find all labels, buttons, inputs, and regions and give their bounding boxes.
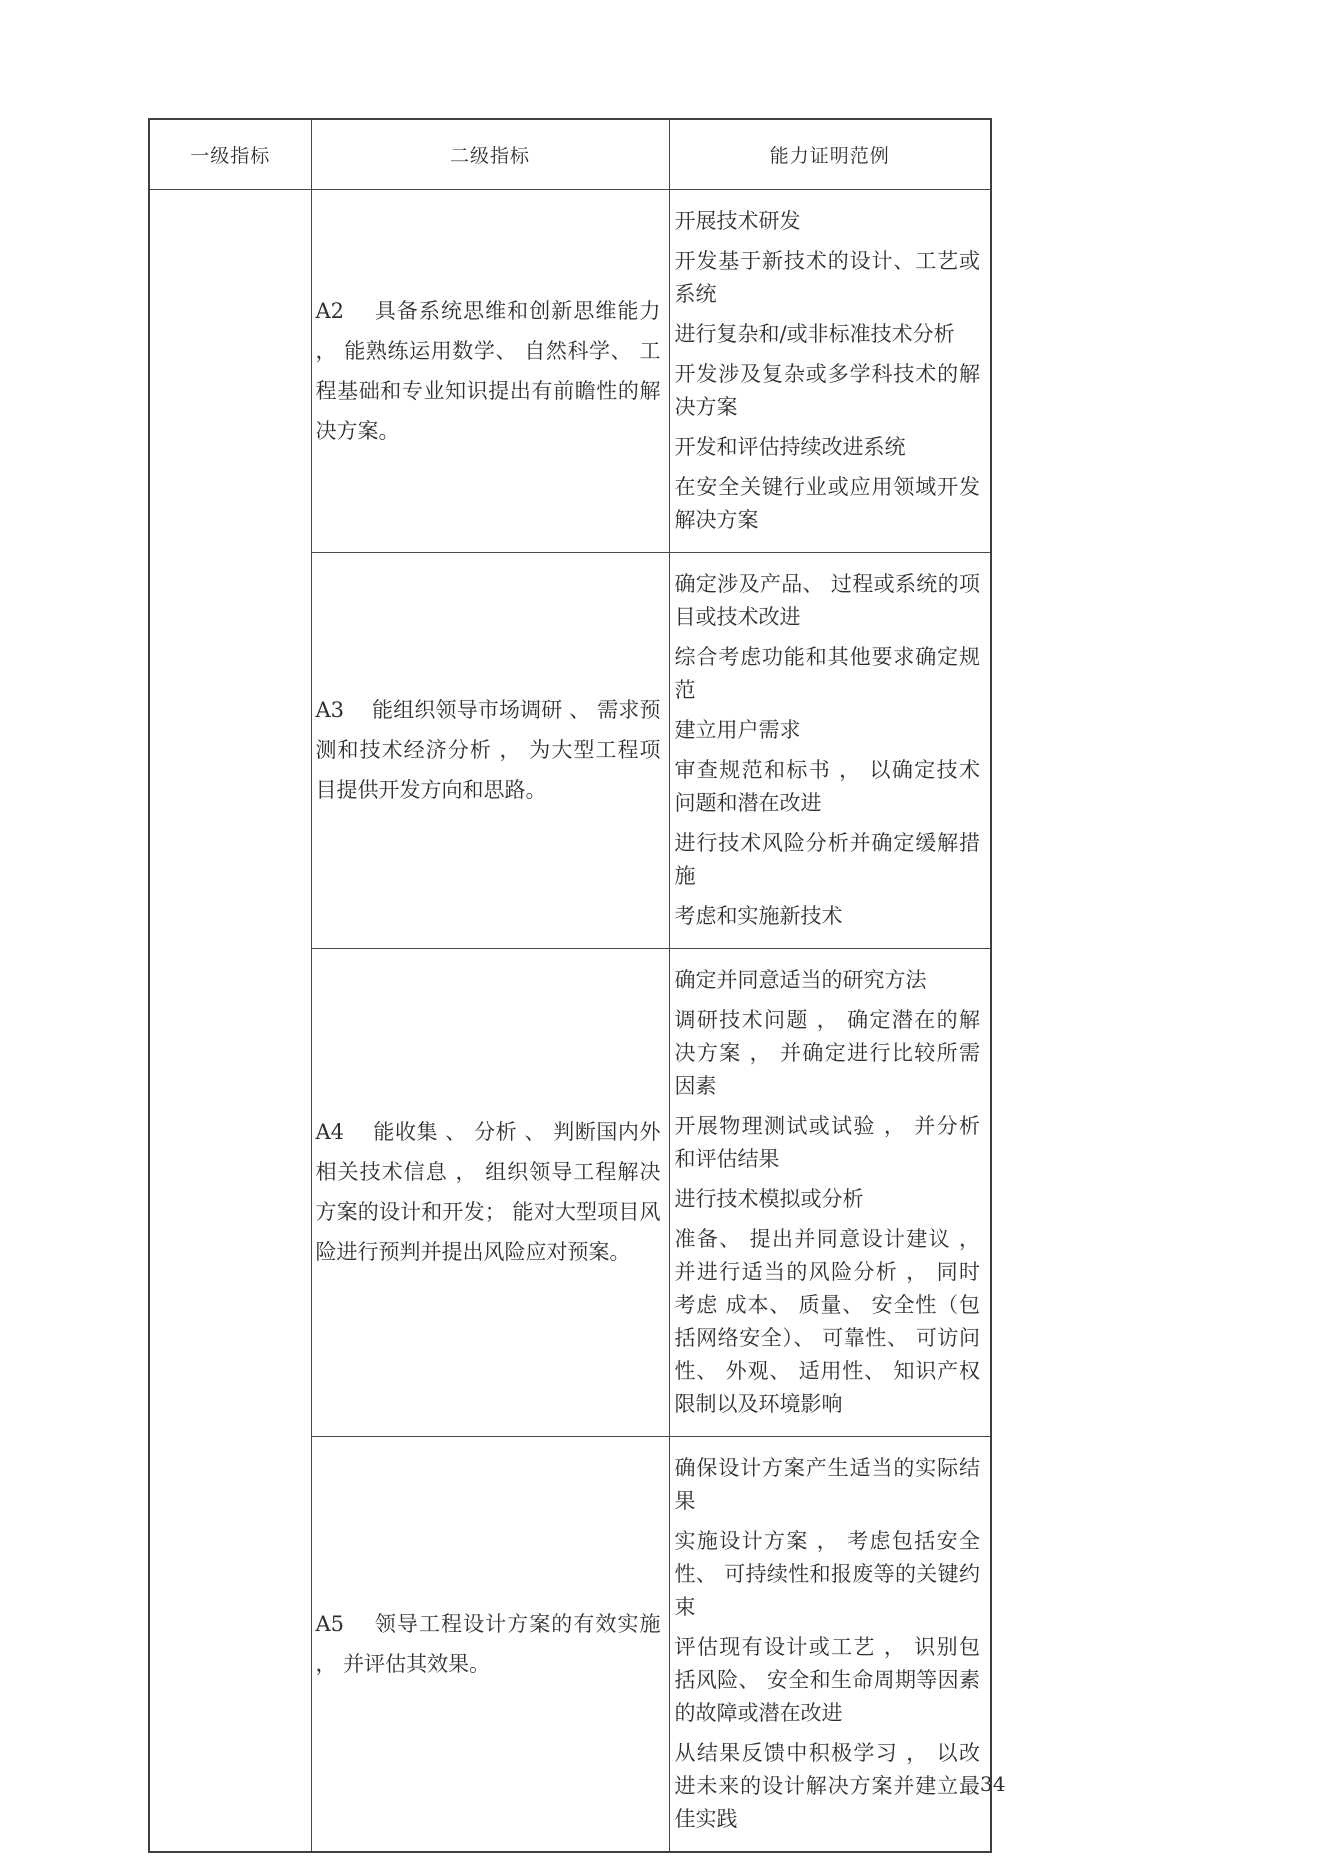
example-line: 实施设计方案 ， 考虑包括安全性、 可持续性和报废等的关键约束 <box>674 1528 980 1619</box>
example-line: 调研技术问题 ， 确定潜在的解决方案 ， 并确定进行比较所需因素 <box>674 1007 980 1098</box>
col-header-examples: 能力证明范例 <box>669 119 991 189</box>
example-line: 准备、 提出并同意设计建议 ， 并进行适当的风险分析 ， 同时考虑 成本、 质量、 安全性（包括网络安全）、 可靠性、 可访问性、 外观、 适用性、 知识产权限制以及环境影响 <box>674 1226 980 1416</box>
example-line: 建立用户需求 <box>674 717 801 742</box>
example-line: 确定并同意适当的研究方法 <box>674 967 927 992</box>
level2-indicator-cell-a2: A2 具备系统思维和创新思维能力 ， 能熟练运用数学、 自然科学、 工程基础和专业知识提出有前瞻性的解决方案。 <box>311 189 669 552</box>
example-line: 确保设计方案产生适当的实际结果 <box>674 1455 980 1513</box>
example-line: 评估现有设计或工艺 ， 识别包括风险、 安全和生命周期等因素 的故障或潜在改进 <box>674 1634 980 1725</box>
examples-cell-a3 <box>669 552 991 948</box>
competency-table <box>148 118 992 1853</box>
level2-indicator-cell-a5: A5 领导工程设计方案的有效实施 ， 并评估其效果。 <box>311 1436 669 1852</box>
level1-indicator-cell <box>149 189 311 1852</box>
example-line: 从结果反馈中积极学习 ， 以改进未来的设计解决方案并建立最佳实践 <box>674 1740 980 1831</box>
example-line: 在安全关键行业或应用领域开发解决方案 <box>674 474 980 532</box>
examples-cell-a2 <box>669 189 991 552</box>
level2-indicator-cell-a3: A3 能组织领导市场调研 、 需求预测和技术经济分析 ， 为大型工程项目提供开发方向和思路。 <box>311 552 669 948</box>
example-line: 开发和评估持续改进系统 <box>674 434 906 459</box>
examples-cell-a5 <box>669 1436 991 1852</box>
col-header-level1: 一级指标 <box>149 119 311 189</box>
col-header-level2: 二级指标 <box>311 119 669 189</box>
example-line: 审查规范和标书 ， 以确定技术问题和潜在改进 <box>674 757 980 815</box>
example-line: 进行技术风险分析并确定缓解措施 <box>674 830 980 888</box>
example-line: 开展物理测试或试验 ， 并分析和评估结果 <box>674 1113 980 1171</box>
examples-cell-a4 <box>669 948 991 1436</box>
level2-indicator-cell-a4: A4 能收集 、 分析 、 判断国内外相关技术信息 ， 组织领导工程解决方案的设计和开发； 能对大型项目风险进行预判并提出风险应对预案。 <box>311 948 669 1436</box>
page-number: 34 <box>980 1772 1006 1796</box>
example-line: 开发基于新技术的设计、工艺或系统 <box>674 248 980 306</box>
example-line: 综合考虑功能和其他要求确定规范 <box>674 644 980 702</box>
table-header-row <box>149 119 991 189</box>
table-row-a2 <box>149 189 991 552</box>
example-line: 考虑和实施新技术 <box>674 903 843 928</box>
example-line: 进行复杂和/或非标准技术分析 <box>674 321 955 346</box>
example-line: 开发涉及复杂或多学科技术的解决方案 <box>674 361 980 419</box>
example-line: 确定涉及产品、 过程或系统的项目或技术改进 <box>674 571 980 629</box>
example-line: 进行技术模拟或分析 <box>674 1186 864 1211</box>
example-line: 开展技术研发 <box>674 208 801 233</box>
